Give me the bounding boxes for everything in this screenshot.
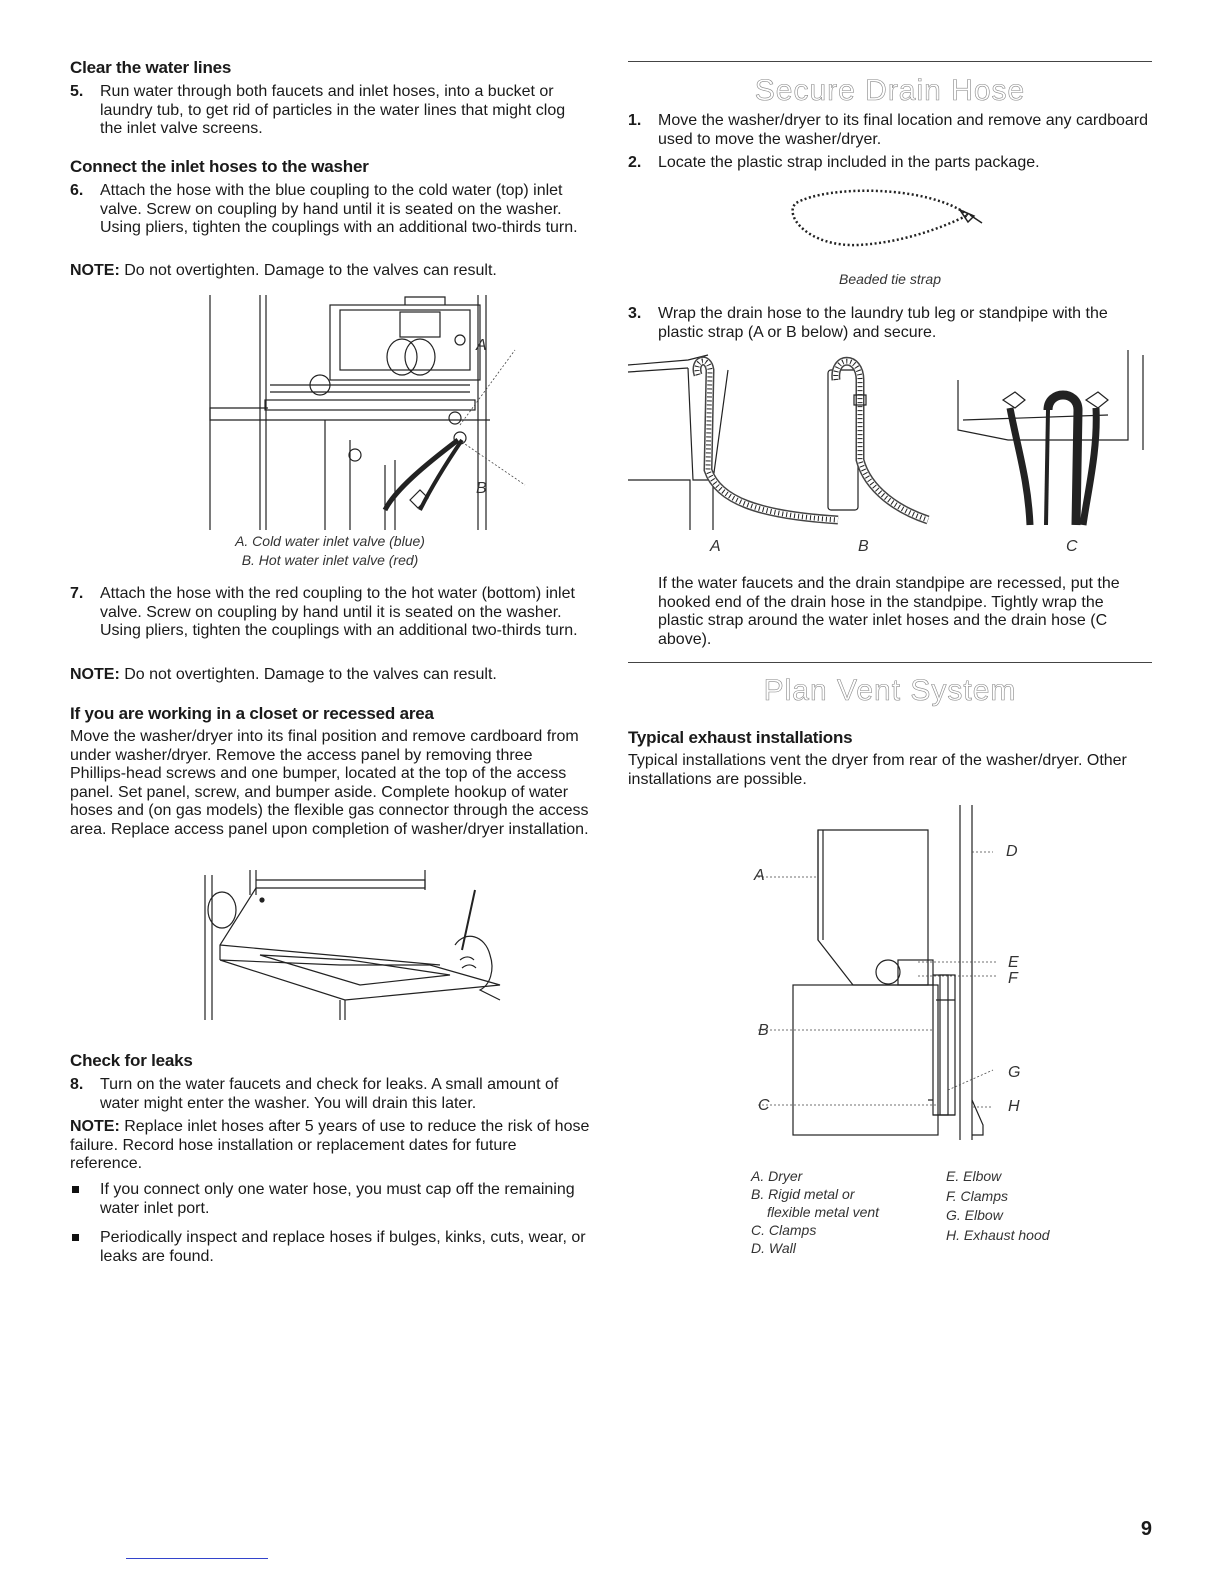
- vent-caption-clamps-f: F. Clamps: [946, 1187, 1008, 1204]
- page-number: 9: [1140, 1518, 1152, 1540]
- step-8-text: Turn on the water faucets and check for leaks. A small amount of water might enter the washer. You will drain this later.: [100, 1076, 559, 1112]
- vent-label-d: D: [1006, 843, 1018, 860]
- bullet-square-icon: [72, 1186, 79, 1193]
- drain-step-3: [628, 305, 1152, 342]
- step-8-number: 8.: [70, 1076, 84, 1093]
- note-overtighten-1: [70, 262, 590, 281]
- strap-caption: Beaded tie strap: [839, 271, 941, 287]
- vent-system-diagram: [768, 800, 1028, 1145]
- bullet-1-text: If you connect only one water hose, you must cap off the remaining water inlet port.: [100, 1181, 575, 1217]
- vent-caption-clamps: C. Clamps: [751, 1222, 817, 1238]
- vent-caption-flexible-vent: flexible metal vent: [767, 1204, 880, 1220]
- closet-paragraph: Move the washer/dryer into its final position and remove cardboard from under washer/dryer. Remove the access panel by removing three Phillips-head screws and one bumper, located at the top of the access panel. Set panel, screw, and bumper aside. Complete hookup of water hoses and (on gas models) the flexible gas connector through the access area. Replace access panel upon completion of washer/dryer installation.: [70, 728, 589, 838]
- inlet-label-a: A: [476, 337, 487, 354]
- inlet-valve-illustration: [190, 290, 490, 530]
- vent-caption-left: [751, 1167, 879, 1257]
- drain-step-2: [628, 154, 1152, 173]
- step-6: [70, 182, 590, 238]
- footer-link-line: [126, 1558, 268, 1559]
- note-label: NOTE:: [70, 262, 120, 279]
- vent-caption-dryer: A. Dryer: [751, 1168, 803, 1184]
- clear-water-lines-heading: Clear the water lines: [70, 58, 232, 77]
- inlet-caption-b: B. Hot water inlet valve (red): [241, 552, 419, 568]
- check-leaks-heading: Check for leaks: [70, 1051, 193, 1070]
- note-2-text: Do not overtighten. Damage to the valves can result.: [119, 666, 497, 683]
- secure-drain-hose-title: Secure Drain Hose: [754, 74, 1026, 107]
- step-7: [70, 585, 590, 641]
- vent-caption-rigid-vent: B. Rigid metal or: [751, 1186, 855, 1202]
- step-6-number: 6.: [70, 182, 84, 199]
- vent-caption-elbow-g: G. Elbow: [946, 1207, 1003, 1223]
- closet-recessed-heading: If you are working in a closet or recessed area: [70, 704, 434, 723]
- vent-caption-exhaust-hood: H. Exhaust hood: [946, 1226, 1050, 1243]
- note-label: NOTE:: [70, 1118, 120, 1135]
- step-7-text: Attach the hose with the red coupling to the hot water (bottom) inlet valve. Screw on coupling by hand until it is seated on the washer. Using pliers, tighten the couplings with an additional two-thirds turn.: [100, 585, 578, 639]
- section-divider-top: [628, 61, 1152, 62]
- drain-step-1-text: Move the washer/dryer to its final location and remove any cardboard used to move the washer/dryer.: [658, 112, 1149, 148]
- bullet-cap-port: [70, 1181, 590, 1218]
- drain-label-c: C: [1066, 538, 1078, 555]
- drain-label-b: B: [858, 538, 869, 555]
- inlet-label-b: B: [476, 480, 487, 497]
- typical-exhaust-heading: Typical exhaust installations: [628, 728, 853, 747]
- inlet-caption-a: A. Cold water inlet valve (blue): [235, 533, 425, 549]
- inlet-caption: [70, 532, 590, 570]
- drain-step-2-number: 2.: [628, 154, 642, 171]
- step-8: [70, 1076, 590, 1113]
- section-divider-middle: [628, 662, 1152, 663]
- drain-label-a: A: [710, 538, 721, 555]
- plan-vent-system-title: Plan Vent System: [763, 674, 1017, 707]
- note-3-text: Replace inlet hoses after 5 years of use to reduce the risk of hose failure. Record hose installation or replacement dates for future reference.: [70, 1118, 590, 1172]
- vent-caption-right: [946, 1167, 1050, 1245]
- recessed-paragraph: If the water faucets and the drain standpipe are recessed, put the hooked end of the drain hose in the standpipe. Tightly wrap the plastic strap around the water inlet hoses and the drain hose (C above).: [658, 575, 1120, 648]
- step-5: [70, 83, 590, 139]
- step-5-text: Run water through both faucets and inlet hoses, into a bucket or laundry tub, to get rid of particles in the water lines that might clog the inlet valve screens.: [100, 83, 566, 137]
- step-7-number: 7.: [70, 585, 84, 602]
- drain-step-3-text: Wrap the drain hose to the laundry tub leg or standpipe with the plastic strap (A or B below) and secure.: [658, 305, 1108, 341]
- vent-caption-wall: D. Wall: [751, 1240, 796, 1256]
- step-6-text: Attach the hose with the blue coupling to the cold water (top) inlet valve. Screw on coupling by hand until it is seated on the washer. Using pliers, tighten the couplings with an additional two-thirds turn.: [100, 182, 578, 236]
- note-label: NOTE:: [70, 666, 120, 683]
- vent-label-a: A: [754, 867, 765, 884]
- vent-label-g: G: [1008, 1064, 1021, 1081]
- vent-caption-elbow-e: E. Elbow: [946, 1168, 1002, 1184]
- vent-label-b: B: [758, 1022, 769, 1039]
- drain-step-1: [628, 112, 1152, 149]
- note-1-text: Do not overtighten. Damage to the valves can result.: [119, 262, 497, 279]
- drain-step-2-text: Locate the plastic strap included in the parts package.: [658, 154, 1040, 171]
- exhaust-paragraph: Typical installations vent the dryer from rear of the washer/dryer. Other installations are possible.: [628, 752, 1127, 788]
- step-5-number: 5.: [70, 83, 84, 100]
- drain-step-3-number: 3.: [628, 305, 642, 322]
- bullet-square-icon: [72, 1234, 79, 1241]
- bullet-inspect-hoses: [70, 1229, 590, 1266]
- note-overtighten-2: [70, 666, 590, 685]
- bullet-2-text: Periodically inspect and replace hoses if bulges, kinks, cuts, wear, or leaks are found.: [100, 1229, 586, 1265]
- beaded-tie-strap-illustration: [788, 185, 988, 265]
- vent-label-h: H: [1008, 1098, 1020, 1115]
- connect-inlet-hoses-heading: Connect the inlet hoses to the washer: [70, 157, 369, 176]
- access-panel-illustration: [200, 870, 500, 1030]
- vent-label-e: E: [1008, 954, 1019, 971]
- drain-step-1-number: 1.: [628, 112, 642, 129]
- drain-hose-illustrations: [628, 350, 1152, 535]
- vent-label-f: F: [1008, 970, 1018, 987]
- note-replace-hoses: [70, 1118, 590, 1174]
- vent-label-c: C: [758, 1097, 770, 1114]
